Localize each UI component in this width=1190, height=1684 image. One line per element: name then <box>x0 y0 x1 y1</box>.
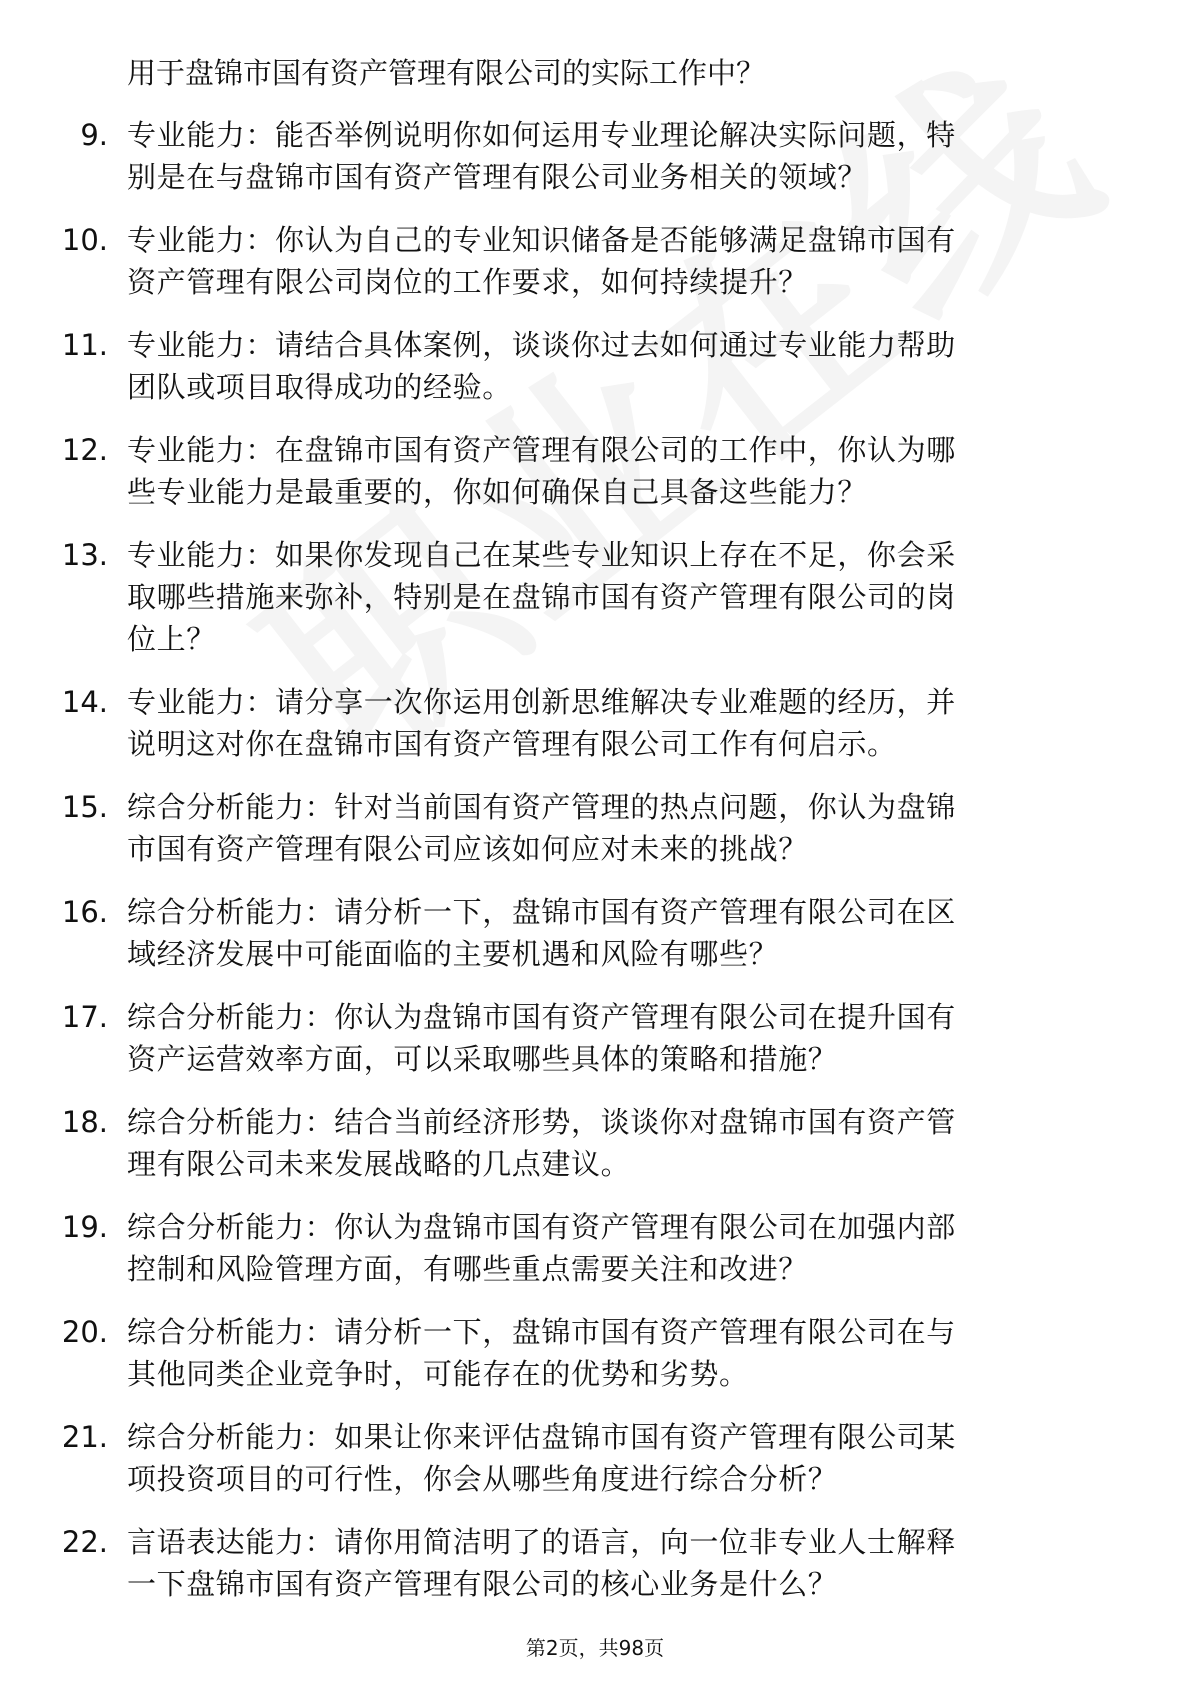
continuation-line: 用于盘锦市国有资产管理有限公司的实际工作中？ <box>127 56 766 90</box>
question-number: 13. <box>61 538 108 572</box>
question-text-line: 团队或项目取得成功的经验。 <box>127 370 512 404</box>
question-item <box>0 324 1190 408</box>
question-text-line: 资产管理有限公司岗位的工作要求，如何持续提升？ <box>127 265 808 299</box>
question-text-line: 位上？ <box>127 622 216 656</box>
question-number: 14. <box>61 685 108 719</box>
question-text-line: 专业能力：你认为自己的专业知识储备是否能够满足盘锦市国有 <box>127 223 956 257</box>
question-text <box>127 534 1107 660</box>
question-item <box>0 429 1190 513</box>
question-text <box>127 1521 1107 1605</box>
question-item <box>0 1101 1190 1185</box>
question-text <box>127 1311 1107 1395</box>
question-text <box>127 1206 1107 1290</box>
question-text-line: 专业能力：在盘锦市国有资产管理有限公司的工作中，你认为哪 <box>127 433 956 467</box>
question-text-line: 项投资项目的可行性，你会从哪些角度进行综合分析？ <box>127 1462 838 1496</box>
question-text-line: 言语表达能力：请你用简洁明了的语言，向一位非专业人士解释 <box>127 1525 956 1559</box>
question-text-line: 综合分析能力：结合当前经济形势，谈谈你对盘锦市国有资产管 <box>127 1105 956 1139</box>
question-text-line: 综合分析能力：请分析一下，盘锦市国有资产管理有限公司在与 <box>127 1315 956 1349</box>
question-text <box>127 891 1107 975</box>
question-item <box>0 1416 1190 1500</box>
page-footer: 第2页，共98页 <box>525 1636 665 1660</box>
question-text-line: 专业能力：请结合具体案例，谈谈你过去如何通过专业能力帮助 <box>127 328 956 362</box>
question-number: 19. <box>61 1210 108 1244</box>
question-item <box>0 534 1190 660</box>
question-list <box>0 114 1190 1626</box>
question-text-line: 理有限公司未来发展战略的几点建议。 <box>127 1147 631 1181</box>
question-text-line: 综合分析能力：如果让你来评估盘锦市国有资产管理有限公司某 <box>127 1420 956 1454</box>
question-number: 17. <box>61 1000 108 1034</box>
question-text <box>127 324 1107 408</box>
question-text-line: 取哪些措施来弥补，特别是在盘锦市国有资产管理有限公司的岗 <box>127 580 956 614</box>
question-text-line: 其他同类企业竞争时，可能存在的优势和劣势。 <box>127 1357 749 1391</box>
question-text-line: 说明这对你在盘锦市国有资产管理有限公司工作有何启示。 <box>127 727 897 761</box>
question-text <box>127 1101 1107 1185</box>
question-number: 11. <box>61 328 108 362</box>
question-item <box>0 1206 1190 1290</box>
question-text-line: 资产运营效率方面，可以采取哪些具体的策略和措施？ <box>127 1042 838 1076</box>
question-text <box>127 681 1107 765</box>
question-text <box>127 1416 1107 1500</box>
question-item <box>0 219 1190 303</box>
question-text-line: 一下盘锦市国有资产管理有限公司的核心业务是什么？ <box>127 1567 838 1601</box>
question-item <box>0 786 1190 870</box>
question-text-line: 综合分析能力：请分析一下，盘锦市国有资产管理有限公司在区 <box>127 895 956 929</box>
question-text-line: 别是在与盘锦市国有资产管理有限公司业务相关的领域？ <box>127 160 868 194</box>
question-item <box>0 996 1190 1080</box>
question-text-line: 综合分析能力：你认为盘锦市国有资产管理有限公司在提升国有 <box>127 1000 956 1034</box>
question-number: 9. <box>80 118 108 152</box>
question-number: 16. <box>61 895 108 929</box>
question-text-line: 市国有资产管理有限公司应该如何应对未来的挑战？ <box>127 832 808 866</box>
question-number: 21. <box>61 1420 108 1454</box>
question-text-line: 控制和风险管理方面，有哪些重点需要关注和改进？ <box>127 1252 808 1286</box>
question-text-line: 专业能力：请分享一次你运用创新思维解决专业难题的经历，并 <box>127 685 956 719</box>
question-text-line: 专业能力：能否举例说明你如何运用专业理论解决实际问题，特 <box>127 118 956 152</box>
question-number: 22. <box>61 1525 108 1559</box>
question-item <box>0 681 1190 765</box>
question-item <box>0 1521 1190 1605</box>
question-text-line: 综合分析能力：针对当前国有资产管理的热点问题，你认为盘锦 <box>127 790 956 824</box>
question-text-line: 专业能力：如果你发现自己在某些专业知识上存在不足，你会采 <box>127 538 956 572</box>
question-text-line: 些专业能力是最重要的，你如何确保自己具备这些能力？ <box>127 475 868 509</box>
question-text-line: 域经济发展中可能面临的主要机遇和风险有哪些？ <box>127 937 779 971</box>
question-number: 10. <box>61 223 108 257</box>
question-number: 15. <box>61 790 108 824</box>
question-item <box>0 1311 1190 1395</box>
question-text <box>127 786 1107 870</box>
question-text-line: 综合分析能力：你认为盘锦市国有资产管理有限公司在加强内部 <box>127 1210 956 1244</box>
question-text <box>127 429 1107 513</box>
question-number: 20. <box>61 1315 108 1349</box>
question-number: 12. <box>61 433 108 467</box>
question-text <box>127 996 1107 1080</box>
question-item <box>0 891 1190 975</box>
question-text <box>127 114 1107 198</box>
question-text <box>127 219 1107 303</box>
question-item <box>0 114 1190 198</box>
question-number: 18. <box>61 1105 108 1139</box>
